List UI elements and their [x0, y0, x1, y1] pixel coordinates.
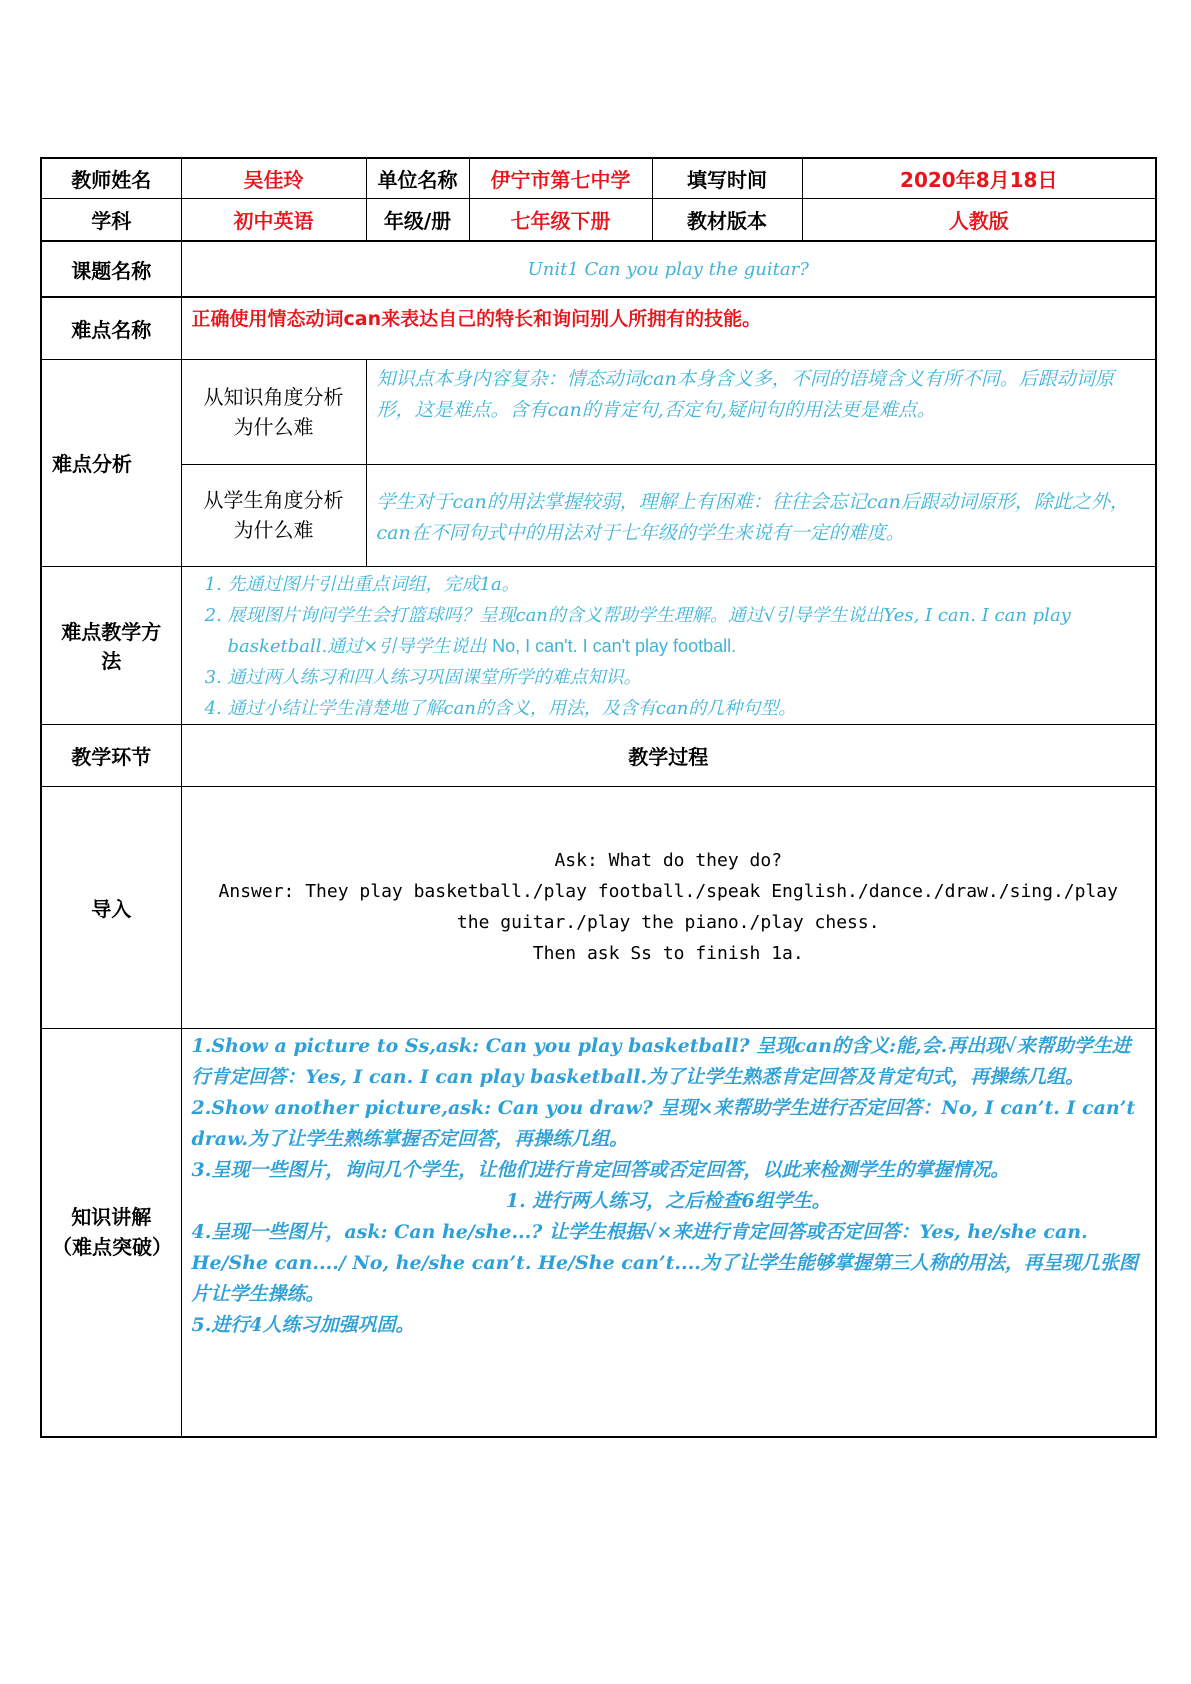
explain-paragraph-2: 2.Show another picture,ask: Can you draw? 呈现×来帮助学生进行否定回答：No, I can’t. I can’t draw.为了让学生熟练掌握否定回答，再操练几组。 [191, 1096, 1136, 1150]
student-angle-label: 从学生角度分析为什么难 [181, 464, 366, 566]
grade-label: 年级/册 [366, 198, 469, 241]
header-row-1 [41, 158, 1156, 198]
methods-list [192, 569, 1146, 724]
header-row-2 [41, 198, 1156, 241]
explain-paragraph-3: 3.呈现一些图片，询问几个学生，让他们进行肯定回答或否定回答，以此来检测学生的掌握情况。 [191, 1158, 1010, 1181]
explain-label-line2: （难点突破） [52, 1235, 172, 1260]
explain-cell [181, 1028, 1156, 1437]
analysis-label: 难点分析 [41, 359, 181, 566]
method-item-4: 4. 通过小结让学生清楚地了解can的含义，用法，及含有can的几种句型。 [228, 693, 1146, 724]
teaching-process-header: 教学过程 [181, 724, 1156, 786]
topic-label: 课题名称 [41, 241, 181, 297]
explain-paragraph-5: 5.进行4人练习加强巩固。 [191, 1313, 415, 1336]
methods-cell [181, 566, 1156, 724]
subject-value: 初中英语 [181, 198, 366, 241]
subject-label: 学科 [41, 198, 181, 241]
teacher-name-label: 教师姓名 [41, 158, 181, 198]
explain-paragraph-4: 4.呈现一些图片，ask: Can he/she...? 让学生根据√×来进行肯定回答或否定回答：Yes, he/she can. He/She can..../ No, he/she can’t. He/She can’t....为了让学生能够掌握第三人称的用法，再呈现几张图片让学生操练。 [191, 1220, 1138, 1305]
method-item-3: 3. 通过两人练习和四人练习巩固课堂所学的难点知识。 [228, 662, 1146, 693]
grade-value: 七年级下册 [469, 198, 652, 241]
fill-date-label: 填写时间 [652, 158, 802, 198]
student-angle-text: 学生对于can的用法掌握较弱，理解上有困难：往往会忘记can后跟动词原形，除此之外，can在不同句式中的用法对于七年级的学生来说有一定的难度。 [366, 464, 1156, 566]
difficulty-row [41, 297, 1156, 359]
topic-row [41, 241, 1156, 297]
analysis-row-student [41, 464, 1156, 566]
unit-name-value: 伊宁市第七中学 [469, 158, 652, 198]
edition-value: 人教版 [802, 198, 1156, 241]
intro-answer: Answer: They play basketball./play football./speak English./dance./draw./sing./play the guitar./play the piano./play chess. [218, 881, 1118, 933]
teacher-name-value: 吴佳玲 [181, 158, 366, 198]
fill-date-value: 2020年8月18日 [802, 158, 1156, 198]
explain-paragraph-3-sub: 1. 进行两人练习，之后检查6组学生。 [505, 1189, 831, 1212]
explain-label-line1: 知识讲解 [71, 1205, 152, 1230]
unit-name-label: 单位名称 [366, 158, 469, 198]
analysis-row-knowledge [41, 359, 1156, 464]
intro-then: Then ask Ss to finish 1a. [532, 943, 804, 964]
knowledge-angle-label: 从知识角度分析为什么难 [181, 359, 366, 464]
explain-row [41, 1028, 1156, 1437]
difficulty-value: 正确使用情态动词can来表达自己的特长和询问别人所拥有的技能。 [181, 297, 1156, 359]
lesson-plan-table [40, 157, 1157, 1438]
process-header-row [41, 724, 1156, 786]
topic-value: Unit1 Can you play the guitar? [181, 241, 1156, 297]
knowledge-angle-text: 知识点本身内容复杂：情态动词can本身含义多，不同的语境含义有所不同。后跟动词原形，这是难点。含有can的肯定句,否定句,疑问句的用法更是难点。 [366, 359, 1156, 464]
difficulty-label: 难点名称 [41, 297, 181, 359]
teaching-stage-header: 教学环节 [41, 724, 181, 786]
explain-label [41, 1028, 181, 1437]
intro-cell [181, 786, 1156, 1028]
intro-row [41, 786, 1156, 1028]
explain-paragraph-1: 1.Show a picture to Ss,ask: Can you play basketball? 呈现can的含义:能,会.再出现√来帮助学生进行肯定回答：Yes, I can. I can play basketball.为了让学生熟悉肯定回答及肯定句式，再操练几组。 [191, 1034, 1131, 1088]
method-item-1: 1. 先通过图片引出重点词组，完成1a。 [228, 569, 1146, 600]
intro-label: 导入 [41, 786, 181, 1028]
method-item-2-upright: No, I can't. I can't play football. [492, 635, 737, 656]
methods-row [41, 566, 1156, 724]
intro-ask: Ask: What do they do? [554, 850, 783, 871]
method-item-2: 2. 展现图片询问学生会打篮球吗？呈现can的含义帮助学生理解。通过√引导学生说出Yes, I can. I can play basketball.通过×引导学生说出 No, I can't. I can't play football. [228, 600, 1146, 662]
edition-label: 教材版本 [652, 198, 802, 241]
methods-label: 难点教学方法 [41, 566, 181, 724]
